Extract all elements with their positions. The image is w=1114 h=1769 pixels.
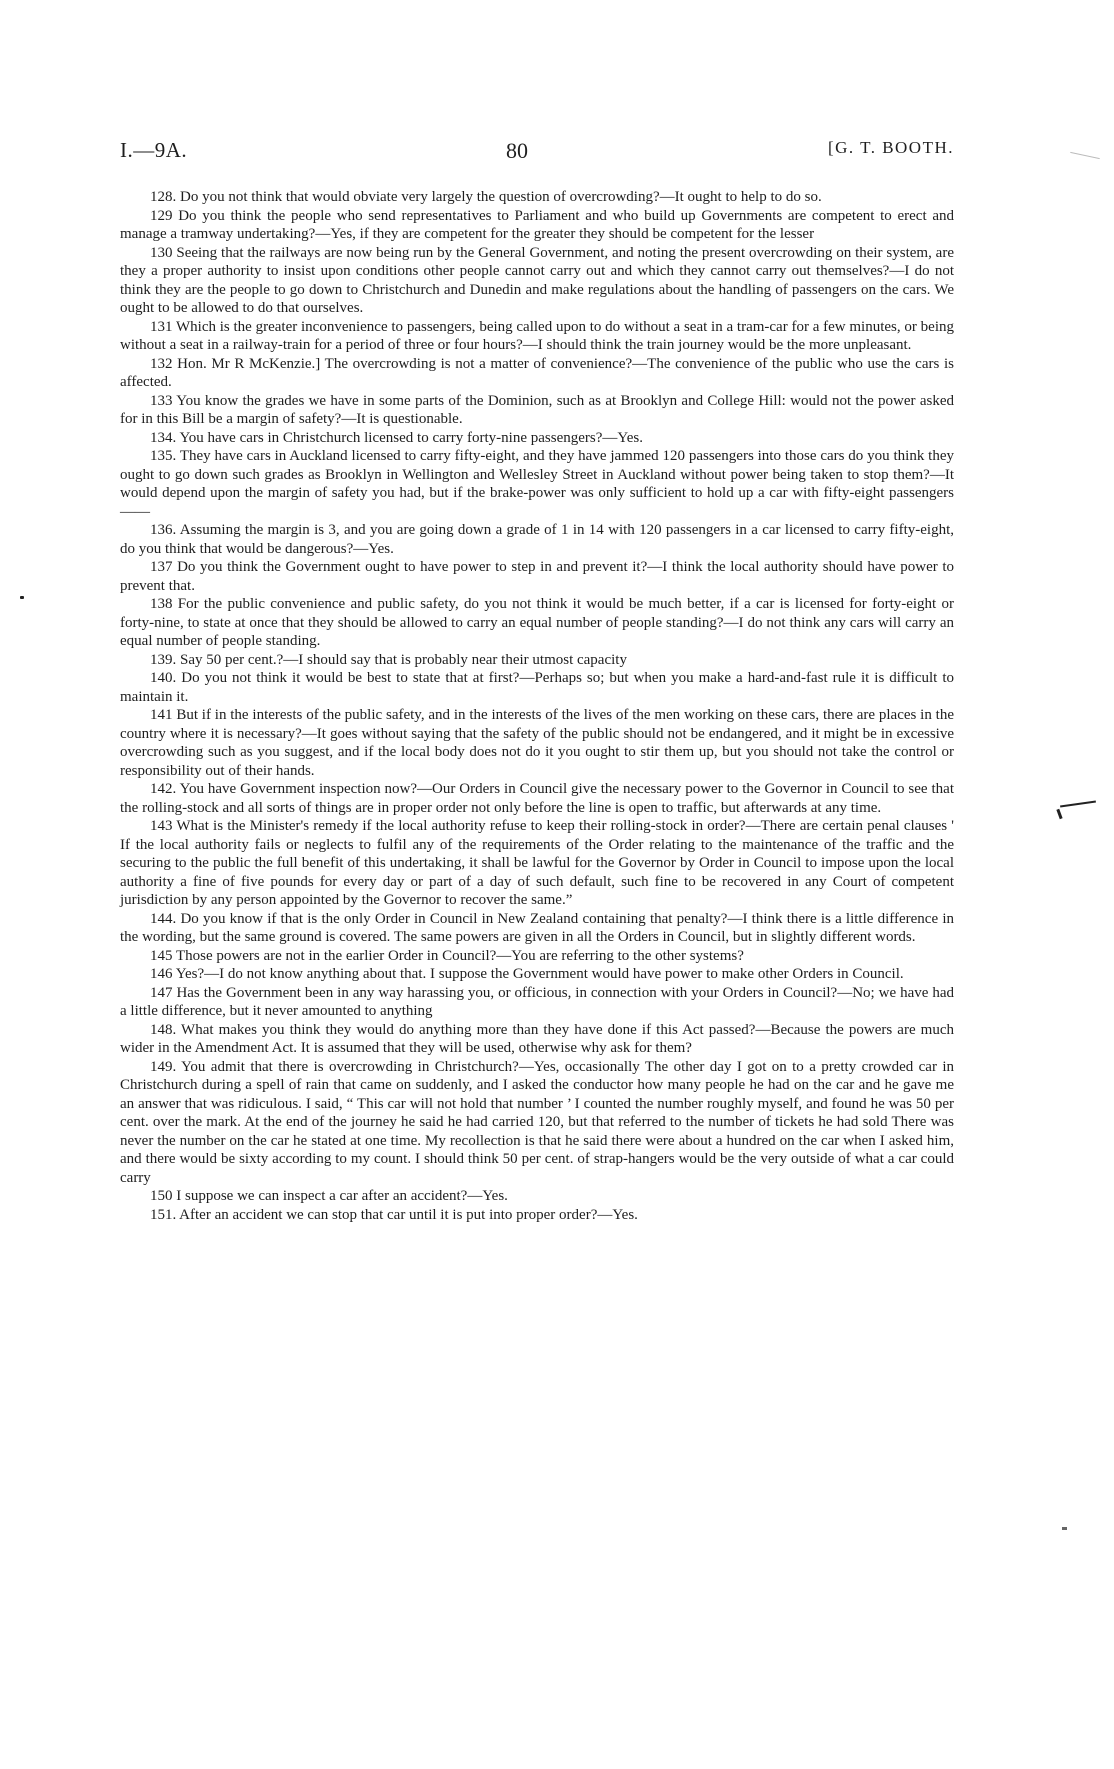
question-148: 148. What makes you think they would do anything more than they have done if this Act passed?—Because the powers are much wider in the Amendment Act. It is assumed that they will be used, otherwise why ask for them? <box>120 1021 954 1056</box>
margin-pen-stroke <box>1060 801 1096 808</box>
question-151: 151. After an accident we can stop that car until it is put into proper order?—Yes. <box>150 1206 638 1223</box>
question-142: 142. You have Government inspection now?—Our Orders in Council give the necessary power to the Governor in Council to see that the rolling-stock and all sorts of things are in proper order not only before the line is open to traffic, but afterwards at any time. <box>120 781 954 816</box>
question-137: 137 Do you think the Government ought to have power to step in and prevent it?—I think the local authority should have power to prevent that. <box>120 559 954 594</box>
paper-reference: I.—9A. <box>120 138 188 162</box>
question-132: 132 Hon. Mr R McKenzie.] The overcrowding is not a matter of convenience?—The convenience of the public who use the cars is affected. <box>120 355 954 390</box>
question-150: 150 I suppose we can inspect a car after an accident?—Yes. <box>150 1188 508 1204</box>
question-141: 141 But if in the interests of the public safety, and in the interests of the lives of the men working on these cars, there are places in the country where it is necessary?—It goes without saying that the safety of the public should not be endangered, and it might be in excessive overcrowding such as you suggest, and if the local body does not do it you ought to stir them up, but you should not take the control or responsibility out of their hands. <box>120 707 954 779</box>
question-134: 134. You have cars in Christchurch licensed to carry forty-nine passengers?—Yes. <box>150 429 643 446</box>
question-149: 149. You admit that there is overcrowding in Christchurch?—Yes, occasionally The other day I got on to a pretty crowded car in Christchurch during a spell of rain that came on suddenly, and I asked the conductor how many people he had on the car and he gave me an answer that was ridiculous. I said, “ This car will not hold that number ’ I counted the number roughly myself, and found he was 50 per cent. over the mark. At the end of the journey he said he had carried 120, but that referred to the number of tickets he had sold There was never the number on the car he stated at one time. My recollection is that he said there were about a hundred on the car when I asked him, and there would be sixty according to my count. I should think 50 per cent. of strap-hangers would be the very outside of what a car could carry <box>120 1058 954 1186</box>
question-136: 136. Assuming the margin is 3, and you are going down a grade of 1 in 14 with 120 passengers in a car licensed to carry fifty-eight, do you think that would be dangerous?—Yes. <box>120 522 954 557</box>
question-131: 131 Which is the greater inconvenience to passengers, being called upon to do without a seat in a tram-car for a few minutes, or being without a seat in a railway-train for a period of three or four hours?—I should think the train journey would be the more unpleasant. <box>120 318 954 353</box>
margin-speck <box>1062 1527 1067 1530</box>
witness-name: [G. T. BOOTH. <box>827 138 954 157</box>
question-129: 129 Do you think the people who send representatives to Parliament and who build up Governments are competent to erect and manage a tramway undertaking?—Yes, if they are competent for the greater they should be competent for the lesser <box>120 207 954 242</box>
question-133: 133 You know the grades we have in some parts of the Dominion, such as at Brooklyn and College Hill: would not the power asked for in this Bill be a margin of safety?—It is questionable. <box>120 392 954 427</box>
margin-mark-left <box>20 596 24 599</box>
question-145: 145 Those powers are not in the earlier Order in Council?—You are referring to the other systems? <box>150 947 744 964</box>
question-147: 147 Has the Government been in any way harassing you, or officious, in connection with your Orders in Council?—No; we have had a little difference, but it never amounted to anything <box>120 984 954 1019</box>
question-130: 130 Seeing that the railways are now being run by the General Government, and noting the present overcrowding on their system, are they a proper authority to insist upon conditions other people cannot carry out and which they cannot carry out themselves?—I do not think they are the people to go down to Christchurch and Dunedin and make regulations about the handling of passengers on the cars. We ought to be allowed to do that ourselves. <box>120 244 954 316</box>
corner-mark <box>1070 152 1100 159</box>
evidence-text <box>120 188 954 1224</box>
question-146: 146 Yes?—I do not know anything about that. I suppose the Government would have power to make other Orders in Council. <box>150 966 904 982</box>
page-header <box>120 138 954 168</box>
question-144: 144. Do you know if that is the only Order in Council in New Zealand containing that penalty?—I think there is a little difference in the wording, but the same ground is covered. The same powers are given in all the Orders in Council, but in slightly different words. <box>120 910 954 945</box>
page-number: 80 <box>506 138 528 163</box>
question-138: 138 For the public convenience and public safety, do you not think it would be much better, if a car is licensed for forty-eight or forty-nine, to state at once that they should be allowed to carry an equal number of people standing?—I do not think any cars will carry an equal number of people standing. <box>120 596 954 649</box>
question-128: 128. Do you not think that would obviate very largely the question of overcrowding?—It ought to help to do so. <box>150 189 822 205</box>
question-135: 135. They have cars in Auckland licensed to carry fifty-eight, and they have jammed 120 passengers into those cars do you think they ought to go down such grades as Brooklyn in Wellington and Wellesley Street in Auckland without power being taken to stop them?—It would depend upon the margin of safety you had, but if the brake-power was only sufficient to hold up a car with fifty-eight passengers—— <box>120 448 954 520</box>
question-140: 140. Do you not think it would be best to state that at first?—Perhaps so; but when you make a hard-and-fast rule it is difficult to maintain it. <box>120 670 954 705</box>
question-143: 143 What is the Minister's remedy if the local authority refuse to keep their rolling-stock in order?—There are certain penal clauses ' If the local authority fails or neglects to fulfil any of the requirements of the Order relating to the maintenance of the traffic and the securing to the public the full benefit of this undertaking, it shall be lawful for the Governor by Order in Council to impose upon the local authority a fine of five pounds for every day or part of a day of such default, such fine to be recovered in any Court of competent jurisdiction by any person appointed by the Governor to recover the same.” <box>120 818 954 908</box>
margin-pen-tick <box>1056 809 1062 819</box>
question-139: 139. Say 50 per cent.?—I should say that is probably near their utmost capacity <box>150 651 627 668</box>
